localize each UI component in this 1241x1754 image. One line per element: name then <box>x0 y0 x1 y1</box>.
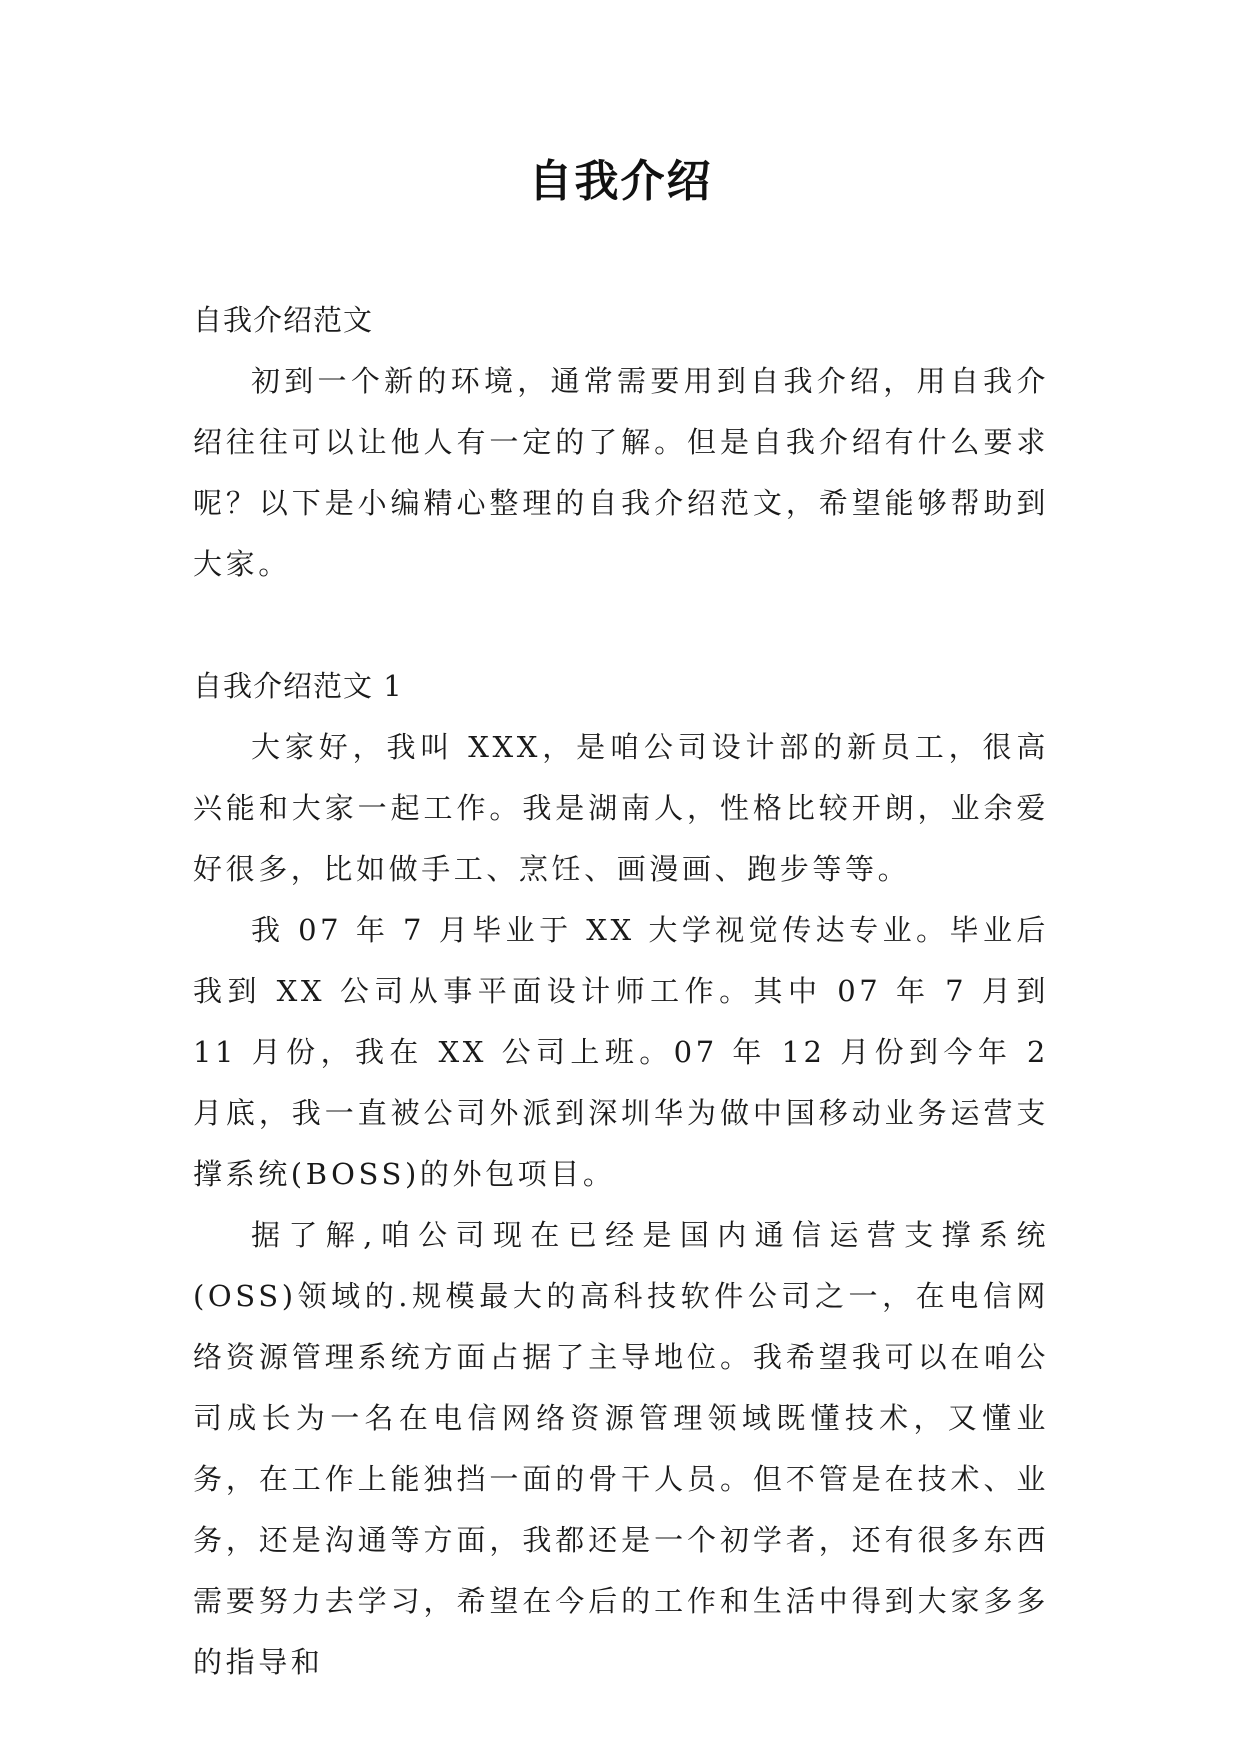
intro-paragraph: 初到一个新的环境，通常需要用到自我介绍，用自我介绍往往可以让他人有一定的了解。但是自我介绍有什么要求呢？以下是小编精心整理的自我介绍范文，希望能够帮助到大家。 <box>193 364 1049 581</box>
sample-heading: 自我介绍范文 1 <box>193 669 403 703</box>
paragraph-spacer <box>193 595 1049 656</box>
body-paragraph: 据了解,咱公司现在已经是国内通信运营支撑系统(OSS)领域的.规模最大的高科技软件公司之一，在电信网络资源管理系统方面占据了主导地位。我希望我可以在咱公司成长为一名在电信网络资源管理领域既懂技术，又懂业务，在工作上能独挡一面的骨干人员。但不管是在技术、业务，还是沟通等方面，我都还是一个初学者，还有很多东西需要努力去学习，希望在今后的工作和生活中得到大家多多的指导和 <box>193 1218 1049 1679</box>
document-body <box>193 290 1049 1693</box>
section-heading: 自我介绍范文 <box>193 303 374 337</box>
body-paragraph: 大家好，我叫 XXX，是咱公司设计部的新员工，很高兴能和大家一起工作。我是湖南人，性格比较开朗，业余爱好很多，比如做手工、烹饪、画漫画、跑步等等。 <box>193 730 1049 886</box>
body-paragraph: 我 07 年 7 月毕业于 XX 大学视觉传达专业。毕业后我到 XX 公司从事平面设计师工作。其中 07 年 7 月到 11 月份，我在 XX 公司上班。07 年 12 月份到今年 2 月底，我一直被公司外派到深圳华为做中国移动业务运营支撑系统(BOSS)的外包项目。 <box>193 913 1049 1191</box>
document-title: 自我介绍 <box>528 156 713 207</box>
